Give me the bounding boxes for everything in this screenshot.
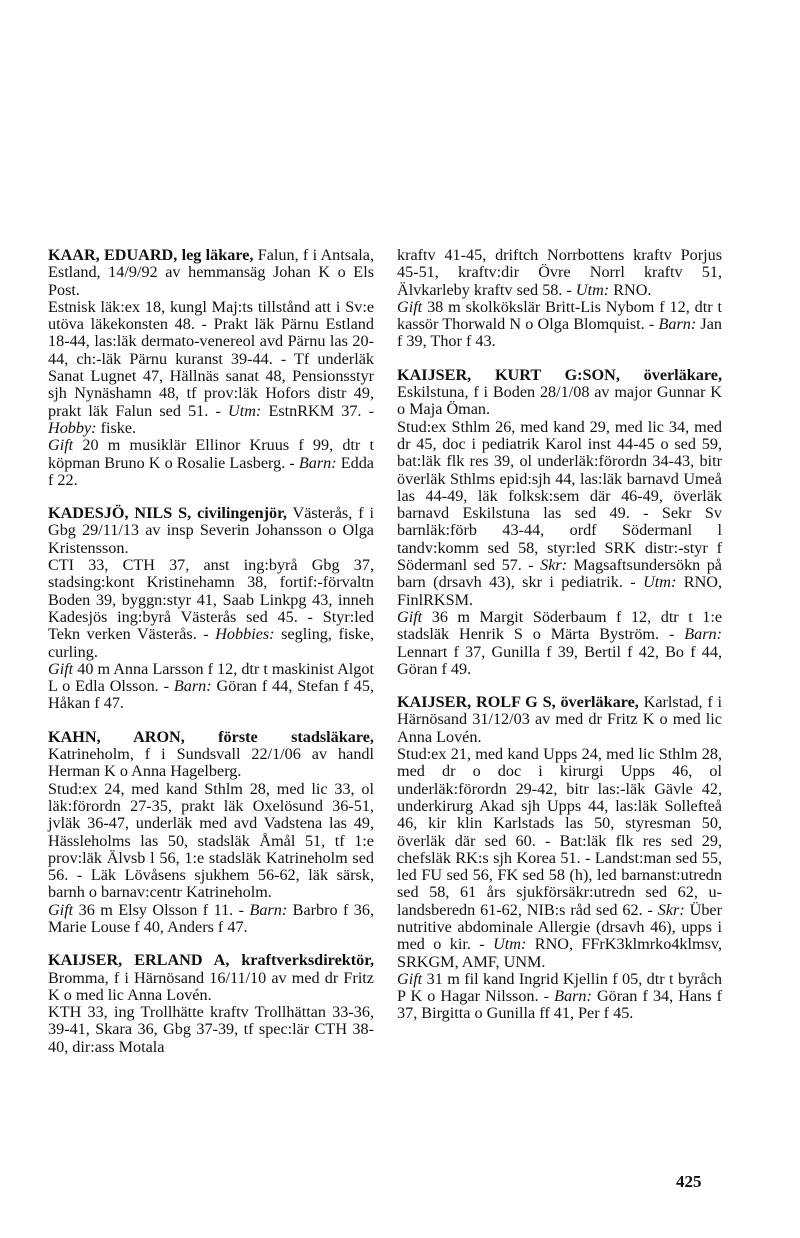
left-column	[48, 247, 374, 1072]
entry-head	[48, 729, 374, 781]
entry-head	[397, 367, 722, 419]
entry-career: Stud:ex Sthlm 26, med kand 29, med lic 34, med dr 45, doc i pediatrik Karol inst 44-45 o sed 59, bat:läk flk res 39, ol underläk:förordn 34-43, bitr överläk Sthlms epid:sjh 44, las:läk barnavd Umeå las 44-49, läk folksk:sem där 46-49, överläk barnavd Eskilstuna las sed 49. - Sekr Sv barnläk:förb 43-44, ordf Södermanl l tandv:komm sed 58, styr:led SRK distr:-styr f Södermanl sed 57. - Skr: Magsaftsundersökn på barn (drsavh 43), skr i pediatrik. - Utm: RNO, FinlRKSM.	[397, 417, 723, 609]
entry-head	[48, 247, 374, 299]
entry-head-text: Katrineholm, f i Sundsvall 22/1/06 av handl Herman K o Anna Hagelberg.	[48, 745, 374, 781]
entry-head-text: Karlstad, f i Härnösand 31/12/03 av med dr Fritz K o med lic Anna Lovén.	[397, 693, 723, 746]
entry-name: KAIJSER, ROLF G S,	[397, 693, 556, 712]
entry-family: Gift 20 m musiklär Ellinor Kruus f 99, dtr t köpman Bruno K o Rosalie Lasberg. - Barn: Edda f 22.	[48, 436, 375, 489]
entry-family: Gift 40 m Anna Larsson f 12, dtr t maskinist Algot L o Edla Olsson. - Barn: Göran f 44, Stefan f 45, Håkan f 47.	[48, 659, 374, 713]
entry-kaijser-rolf	[397, 694, 722, 1023]
entry-career: Stud:ex 24, med kand Sthlm 28, med lic 33, ol läk:förordn 27-35, prakt läk Oxelösund 36-51, jvläk 36-47, underläk med avd Vadstena las 49, Hässleholms las 50, stadsläk Åmål 51, tf 1:e prov:läk Älvsb l 56, 1:e stadsläk Katrineholm sed 56. - Läk Lövåsens sjukhem 56-62, läk särsk, barnh o barnav:centr Katrineholm.	[48, 779, 374, 902]
entry-kadesjo-nils	[48, 505, 374, 713]
entry-family: Gift 31 m fil kand Ingrid Kjellin f 05, dtr t byråch P K o Hagar Nilsson. - Barn: Göran f 34, Hans f 37, Birgitta o Gunilla ff 41, Per f 45.	[397, 969, 723, 1023]
entry-head	[48, 505, 374, 557]
entry-kaijser-erland-continued	[397, 247, 722, 351]
entry-kaijser-erland	[48, 952, 374, 1056]
entry-family: Gift 36 m Elsy Olsson f 11. - Barn: Barbro f 36, Marie Louse f 40, Anders f 47.	[48, 900, 375, 936]
entry-title: överläkare,	[560, 693, 639, 712]
entry-career: KTH 33, ing Trollhätte kraftv Trollhättan 33-36, 39-41, Skara 36, Gbg 37-39, tf spec:lär CTH 38-40, dir:ass Motala	[48, 1003, 374, 1056]
entry-career: Stud:ex 21, med kand Upps 24, med lic Sthlm 28, med dr o doc i kirurgi Upps 46, ol underläk:förordn 29-42, bitr las:-läk Gävle 42, underkirurg Akad sjh Upps 44, las:läk Sollefteå 46, kir klin Karlstads las 50, styresman 50, överläk där sed 60. - Bat:läk flk res sed 29, chefsläk RK:s sjh Korea 51. - Landst:man sed 55, led FU sed 56, FK sed 58 (h), led barnanst:utredn sed 58, 61 års sjukförsäkr:utredn sed 62, u-landsberedn 61-62, NIB:s råd sed 62. - Skr: Über nutritive abdominale Allergie (drsavh 46), upps i med o kir. - Utm: RNO, FFrK3klmrko4klmsv, SRKGM, AMF, UNM.	[397, 745, 723, 971]
entry-career: kraftv 41-45, driftch Norrbottens kraftv Porjus 45-51, kraftv:dir Övre Norrl kraftv 51, Älvkarleby kraftv sed 58. - Utm: RNO.	[397, 246, 722, 299]
entry-title: leg läkare,	[181, 246, 254, 264]
entry-head-text: Eskilstuna, f i Boden 28/1/08 av major Gunnar K o Maja Öman.	[397, 383, 722, 419]
entry-kahn-aron	[48, 729, 374, 937]
entry-name: KAIJSER, ERLAND A,	[48, 951, 230, 970]
entry-title: förste stadsläkare,	[218, 727, 374, 746]
entry-title: kraftverksdirektör,	[241, 951, 374, 970]
entry-name: KAIJSER, KURT G:SON,	[397, 365, 620, 384]
entry-head-text: Bromma, f i Härnösand 16/11/10 av med dr Fritz K o med lic Anna Lovén.	[48, 968, 374, 1004]
entry-head	[48, 952, 374, 1004]
entry-family: Gift 36 m Margit Söderbaum f 12, dtr t 1:e stadsläk Henrik S o Märta Byström. - Barn: Lennart f 37, Gunilla f 39, Bertil f 42, Bo f 44, Göran f 49.	[397, 607, 723, 678]
entry-head	[397, 694, 722, 746]
entry-name: KADESJÖ, NILS S,	[48, 504, 192, 523]
entry-title: civilingenjör,	[197, 504, 287, 523]
entry-kaar-eduard	[48, 247, 374, 489]
entry-career: Estnisk läk:ex 18, kungl Maj:ts tillstånd att i Sv:e utöva läkekonsten 48. - Prakt läk Pärnu Estland 18-44, las:läk dermato-venereol avd Pärnu las 20-44, ch:-läk Pärnu kuranst 39-44. - Tf underläk Sanat Lugnet 47, Hällnäs sanat 48, Pensionsstyr sjh Nynäshamn 48, tf prov:läk Hofors distr 49, prakt läk Falun sed 51. - Utm: EstnRKM 37. - Hobby: fiske.	[48, 297, 375, 437]
entry-name: KAAR, EDUARD,	[48, 246, 178, 264]
entry-kaijser-kurt	[397, 367, 722, 678]
entry-head-text: Västerås, f i Gbg 29/11/13 av insp Severin Johansson o Olga Kristensson.	[48, 504, 374, 557]
right-column	[397, 247, 722, 1039]
page-number: 425	[676, 1172, 702, 1191]
entry-career: CTI 33, CTH 37, anst ing:byrå Gbg 37, stadsing:kont Kristinehamn 38, fortif:-förvaltn Boden 39, byggn:styr 41, Saab Linkpg 43, inneh Kadesjös ing:byrå Västerås sed 45. - Styr:led Tekn verken Västerås. - Hobbies: segling, fiske, curling.	[48, 556, 374, 661]
entry-name: KAHN, ARON,	[48, 727, 185, 746]
entry-title: överläkare,	[643, 365, 722, 384]
entry-head-text: Falun, f i Antsala, Estland, 14/9/92 av hemmansäg Johan K o Els Post.	[48, 246, 374, 299]
entry-family: Gift 38 m skolkökslär Britt-Lis Nybom f 12, dtr t kassör Thorwald N o Olga Blomquist. - Barn: Jan f 39, Thor f 43.	[397, 297, 722, 351]
